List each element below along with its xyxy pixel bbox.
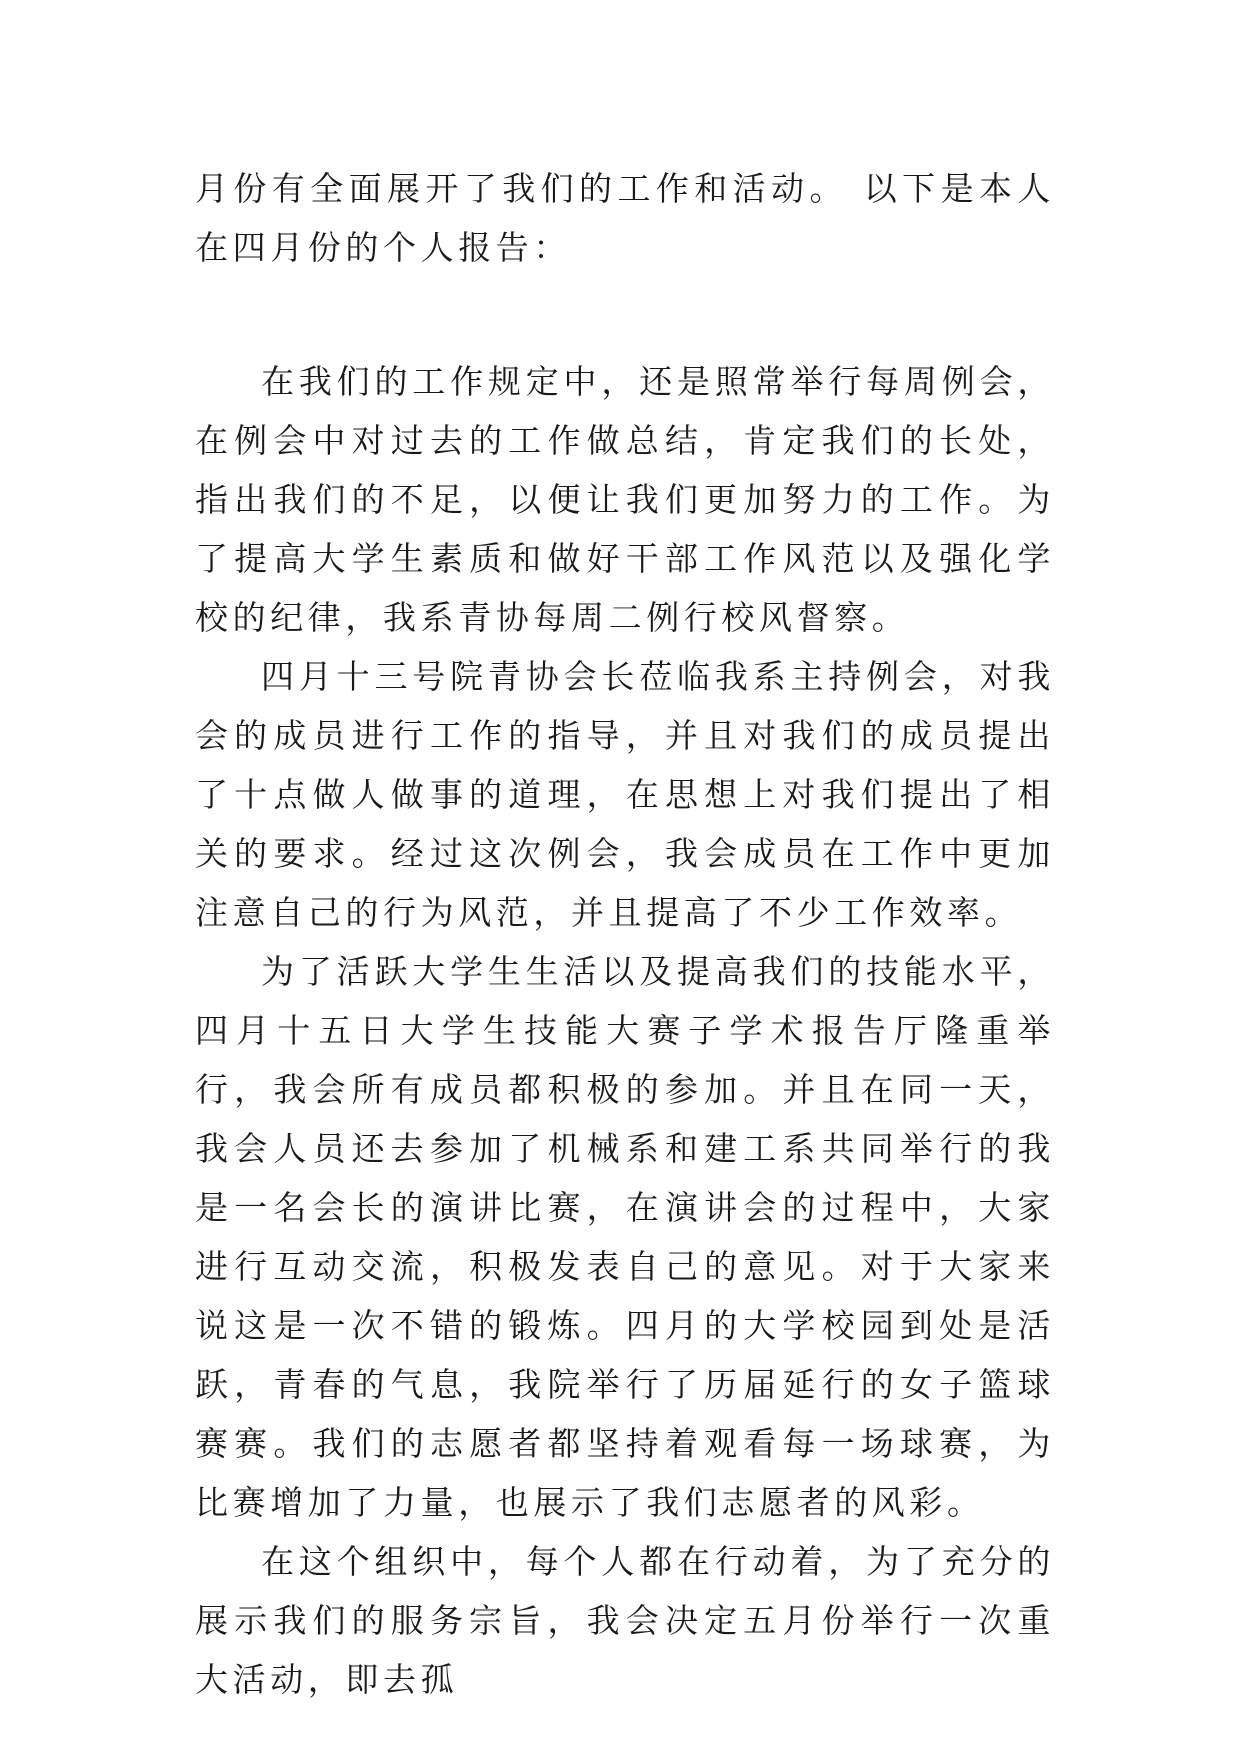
- paragraph-april-13-meeting: 四月十三号院青协会长莅临我系主持例会，对我会的成员进行工作的指导，并且对我们的成员提出了十点做人做事的道理，在思想上对我们提出了相关的要求。经过这次例会，我会成员在工作中更加注意自己的行为风范，并且提高了不少工作效率。: [195, 657, 1055, 932]
- paragraph-intro: 月份有全面展开了我们的工作和活动。 以下是本人在四月份的个人报告：: [195, 169, 1055, 267]
- paragraph-weekly-meetings: 在我们的工作规定中，还是照常举行每周例会，在例会中对过去的工作做总结，肯定我们的长处，指出我们的不足，以便让我们更加努力的工作。为了提高大学生素质和做好干部工作风范以及强化学校的纪律，我系青协每周二例行校风督察。: [195, 362, 1055, 637]
- paragraph-spacer: [195, 277, 1055, 352]
- document-body: [195, 159, 1055, 1709]
- paragraph-may-plan: 在这个组织中，每个人都在行动着，为了充分的展示我们的服务宗旨，我会决定五月份举行一次重大活动，即去孤: [195, 1542, 1055, 1699]
- paragraph-activities: 为了活跃大学生生活以及提高我们的技能水平，四月十五日大学生技能大赛子学术报告厅隆重举行，我会所有成员都积极的参加。并且在同一天，我会人员还去参加了机械系和建工系共同举行的我是一名会长的演讲比赛，在演讲会的过程中，大家进行互动交流，积极发表自己的意见。对于大家来说这是一次不错的锻炼。四月的大学校园到处是活跃，青春的气息，我院举行了历届延行的女子篮球赛赛。我们的志愿者都坚持着观看每一场球赛，为比赛增加了力量，也展示了我们志愿者的风彩。: [195, 952, 1055, 1522]
